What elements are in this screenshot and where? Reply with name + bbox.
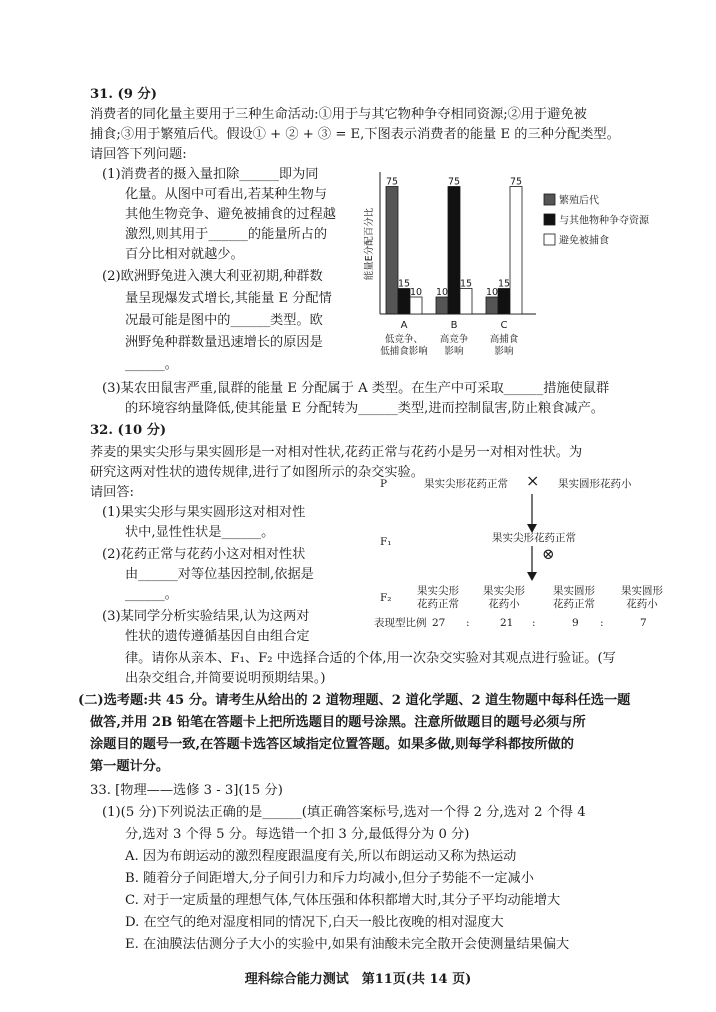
q32-part1-line-1: (1)果实尖形与果实圆形这对相对性: [102, 505, 306, 520]
data-label-C-2: 15: [497, 278, 511, 290]
category-note-B-2: 影响: [444, 346, 464, 357]
q31-part2-line-5: ______。: [125, 357, 178, 372]
data-label-A-2: 15: [397, 278, 411, 290]
f2-type-4: [614, 585, 670, 611]
q33-option-b: B. 随着分子间距增大,分子间引力和斥力均减小,但分子势能不一定减小: [125, 871, 534, 886]
legend-swatch-2: [544, 214, 555, 225]
cross-diagram: [374, 470, 706, 630]
f2-type-4-fruit: 果实圆形: [621, 585, 663, 597]
legend-label-2: 与其他物种争夺资源: [559, 215, 649, 227]
legend-label-1: 繁殖后代: [559, 195, 599, 207]
legend-swatch-3: [544, 234, 555, 245]
category-note-C-1: 高捕食: [489, 334, 519, 345]
bar-A-1: [386, 187, 398, 315]
category-note-A-2: 低捕食影响: [380, 346, 428, 357]
q31-part3-line-1: (3)某农田鼠害严重,鼠群的能量 E 分配属于 A 类型。在生产中可采取______措施使鼠群: [102, 381, 610, 396]
q32-part2-line-1: (2)花药正常与花药小这对相对性状: [102, 547, 306, 562]
f2-type-3-anther: 花药正常: [553, 598, 595, 610]
category-label-A: A: [400, 320, 408, 331]
category-note-C-2: 影响: [494, 346, 514, 357]
q31-part1-line-4: 激烈,则其用于______的能量所占的: [125, 227, 328, 242]
category-note-A-1: 低竞争、: [384, 334, 424, 345]
q32-part3-line-4: 出杂交组合,并简要说明预期结果。): [125, 671, 326, 686]
f2-type-4-anther: 花药小: [626, 598, 658, 610]
arrow-down-icon: [522, 494, 542, 534]
q32-intro-line-2: 研究这两对性状的遗传规律,进行了如图所示的杂交实验。: [90, 465, 424, 480]
q31-part2-line-2: 量呈现爆发式增长,其能量 E 分配情: [125, 291, 332, 306]
ratio-2: 21: [500, 617, 514, 629]
q32-header: 32. (10 分): [90, 423, 167, 438]
cross-f1-label: F₁: [380, 536, 392, 548]
cross-f1: 果实尖形花药正常: [492, 532, 576, 544]
bar-B-3: [460, 289, 472, 315]
cross-parent-1: 果实尖形花药正常: [424, 478, 508, 490]
bar-B-2: [448, 187, 460, 315]
page-footer: 理科综合能力测试 第11页(共 14 页): [244, 972, 472, 987]
q32-part3-line-2: 性状的遗传遵循基因自由组合定: [125, 629, 310, 644]
category-label-C: C: [500, 320, 508, 331]
q31-intro-line-1: 消费者的同化量主要用于三种生命活动:①用于与其它物种争夺相同资源;②用于避免被: [90, 107, 587, 122]
q31-part3-line-2: 的环境容纳量降低,使其能量 E 分配转为______类型,进而控制鼠害,防止粮食减产。: [125, 401, 604, 416]
ratio-label: 表现型比例: [374, 617, 427, 629]
q32-part2-line-2: 由______对等位基因控制,依据是: [125, 567, 314, 582]
q31-part1-line-2: 化量。从图中可看出,若某种生物与: [125, 187, 328, 202]
ratio-3: 9: [572, 617, 579, 629]
ratio-colon-3: :: [600, 617, 604, 629]
ratio-4: 7: [640, 617, 647, 629]
data-label-A-1: 75: [385, 176, 399, 188]
f2-type-2: [476, 585, 532, 611]
ratio-colon-2: :: [532, 617, 536, 629]
q31-part1-line-5: 百分比相对就越少。: [125, 247, 244, 262]
cross-parent-2: 果实圆形花药小: [558, 478, 632, 490]
q31-intro-line-3: 请回答下列问题:: [90, 147, 187, 162]
q32-part1-line-2: 状中,显性性状是______。: [125, 525, 275, 540]
q31-header: 31. (9 分): [90, 87, 157, 102]
f2-type-2-fruit: 果实尖形: [483, 585, 525, 597]
f2-type-1-fruit: 果实尖形: [417, 585, 459, 597]
q33-option-a: A. 因为布朗运动的激烈程度跟温度有关,所以布朗运动又称为热运动: [125, 849, 517, 864]
q31-part2-line-4: 洲野兔种群数量迅速增长的原因是: [125, 335, 323, 350]
legend-swatch-1: [544, 194, 555, 205]
q33-part1-line-1: (1)(5 分)下列说法正确的是______(填正确答案标号,选对一个得 2 分,选对 2 个得 4: [102, 805, 586, 820]
q31-part2-line-1: (2)欧洲野兔进入澳大利亚初期,种群数: [102, 269, 323, 284]
bar-B-1: [436, 297, 448, 314]
ratio-colon-1: :: [466, 617, 470, 629]
legend-label-3: 避免被捕食: [559, 235, 609, 247]
cross-selfing: ⊗: [542, 545, 555, 563]
category-note-B-1: 高竞争: [439, 334, 469, 345]
arrow-down-icon: [522, 546, 542, 582]
q33-part1-line-2: 分,选对 3 个得 5 分。每选错一个扣 3 分,最低得分为 0 分): [125, 827, 470, 842]
data-label-B-3: 15: [459, 278, 473, 290]
f2-type-1-anther: 花药正常: [417, 598, 459, 610]
energy-allocation-chart: [366, 164, 708, 362]
category-label-B: B: [450, 320, 458, 331]
section2-line-4: 第一题计分。: [90, 759, 170, 774]
q32-part3-line-3: 律。请你从亲本、F₁、F₂ 中选择合适的个体,用一次杂交实验对其观点进行验证。(写: [125, 651, 616, 666]
energy-allocation-chart-svg: [366, 164, 708, 362]
ratio-1: 27: [432, 617, 446, 629]
q33-option-d: D. 在空气的绝对湿度相同的情况下,白天一般比夜晚的相对湿度大: [125, 915, 504, 930]
q31-intro-line-2: 捕食;③用于繁殖后代。假设① + ② + ③ = E,下图表示消费者的能量 E 的三种分配类型。: [90, 127, 620, 142]
f2-type-1: [410, 585, 466, 611]
f2-type-3: [546, 585, 602, 611]
bar-A-3: [410, 297, 422, 314]
bar-C-2: [498, 289, 510, 315]
y-axis-label: 能量E分配百分比: [364, 207, 375, 281]
q31-part1-line-3: 其他生物竞争、避免被捕食的过程越: [125, 207, 336, 222]
section2-line-2: 做答,并用 2B 铅笔在答题卡上把所选题目的题号涂黑。注意所做题目的题号必须与所: [90, 715, 586, 730]
q32-part3-line-1: (3)某同学分析实验结果,认为这两对: [102, 609, 310, 624]
bar-C-3: [510, 187, 522, 315]
bar-A-2: [398, 289, 410, 315]
data-label-B-1: 10: [435, 287, 449, 298]
section2-line-3: 涂题目的题号一致,在答题卡选答区域指定位置答题。如果多做,则每学科都按所做的: [90, 737, 574, 752]
data-label-C-3: 75: [509, 176, 523, 188]
q31-part1-line-1: (1)消费者的摄入量扣除______即为同: [102, 167, 319, 182]
q32-part2-line-3: ______。: [125, 587, 178, 602]
cross-times: ×: [526, 471, 540, 490]
q33-header: 33. [物理——选修 3 - 3](15 分): [90, 783, 283, 798]
section2-line-1: (二)选考题:共 45 分。请考生从给出的 2 道物理题、2 道化学题、2 道生物题中每科任选一题: [78, 693, 631, 708]
data-label-C-1: 10: [485, 287, 499, 298]
q33-option-e: E. 在油膜法估测分子大小的实验中,如果有油酸未完全散开会使测量结果偏大: [125, 937, 570, 952]
bar-C-1: [486, 297, 498, 314]
cross-f2-label: F₂: [380, 592, 392, 604]
f2-type-3-fruit: 果实圆形: [553, 585, 595, 597]
data-label-A-3: 10: [409, 287, 423, 298]
data-label-B-2: 75: [447, 176, 461, 188]
f2-type-2-anther: 花药小: [488, 598, 520, 610]
q32-intro-line-3: 请回答:: [90, 485, 135, 500]
q31-part2-line-3: 况最可能是图中的______类型。欧: [125, 313, 323, 328]
q33-option-c: C. 对于一定质量的理想气体,气体压强和体积都增大时,其分子平均动能增大: [125, 893, 561, 908]
cross-p-label: P: [380, 478, 388, 490]
q32-intro-line-1: 荞麦的果实尖形与果实圆形是一对相对性状,花药正常与花药小是另一对相对性状。为: [90, 445, 583, 460]
